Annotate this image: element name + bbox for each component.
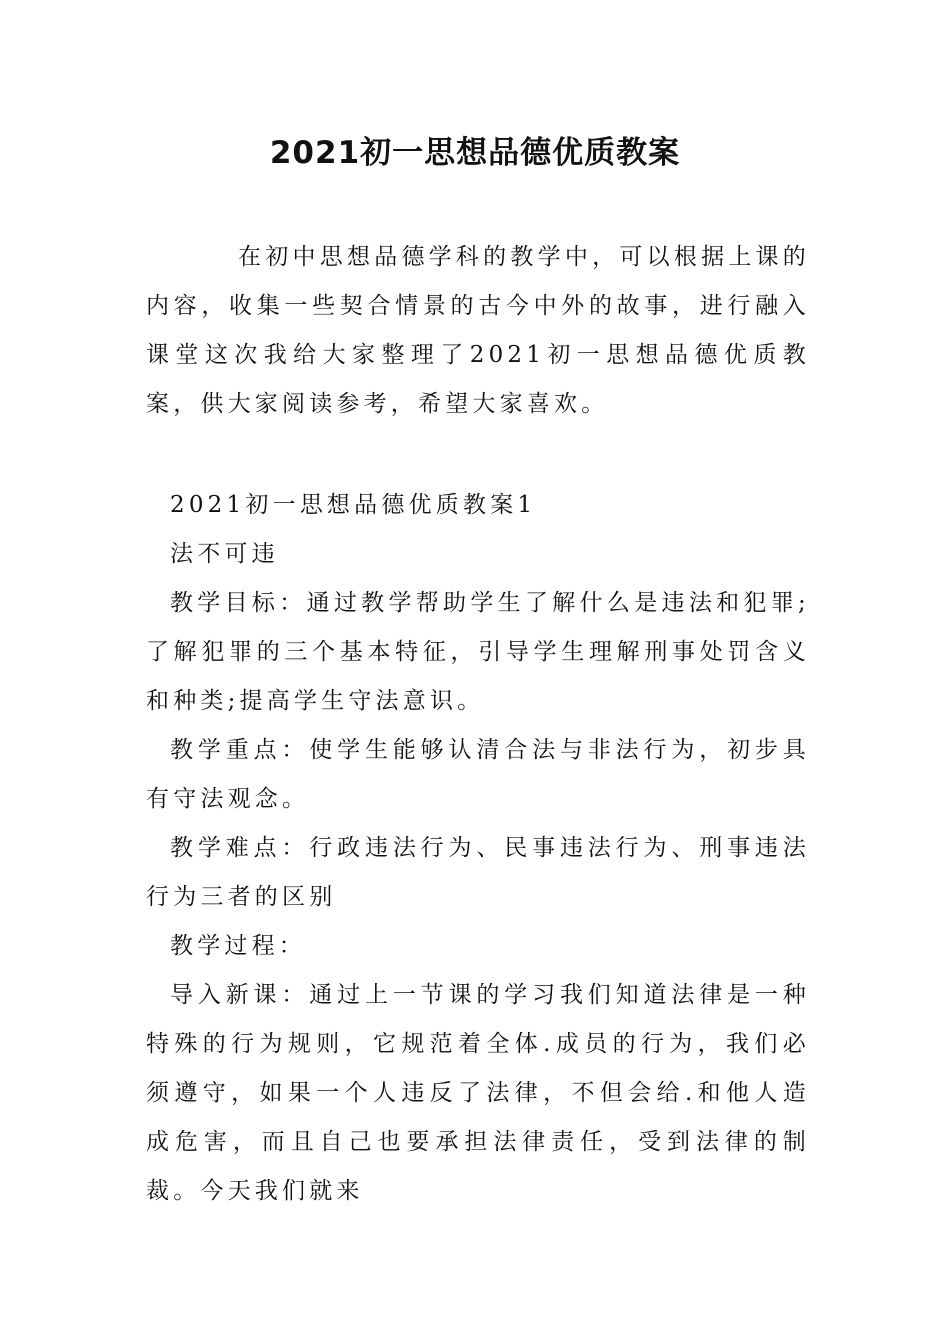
teaching-difficulty-paragraph: 教学难点：行政违法行为、民事违法行为、刑事违法行为三者的区别: [146, 835, 810, 910]
teaching-objective-paragraph: 教学目标：通过教学帮助学生了解什么是违法和犯罪;了解犯罪的三个基本特征，引导学生理解刑事处罚含义和种类;提高学生守法意识。: [146, 590, 810, 714]
intro-paragraph: 在初中思想品德学科的教学中，可以根据上课的内容，收集一些契合情景的古今中外的故事，进行融入课堂这次我给大家整理了2021初一思想品德优质教案，供大家阅读参考，希望大家喜欢。: [146, 244, 810, 417]
teaching-key-point-paragraph: 教学重点：使学生能够认清合法与非法行为，初步具有守法观念。: [146, 737, 810, 812]
lesson-heading: 2021初一思想品德优质教案1: [170, 492, 537, 518]
document-title: 2021初一思想品德优质教案: [269, 135, 681, 171]
teaching-process-label: 教学过程：: [170, 933, 306, 959]
lesson-topic: 法不可违: [170, 541, 279, 567]
lesson-section: [146, 481, 810, 1216]
introduction-paragraph: 导入新课：通过上一节课的学习我们知道法律是一种特殊的行为规则，它规范着全体.成员的行为，我们必须遵守，如果一个人违反了法律，不但会给.和他人造成危害，而且自己也要承担法律责任，受到法律的制裁。今天我们就来: [146, 982, 810, 1204]
